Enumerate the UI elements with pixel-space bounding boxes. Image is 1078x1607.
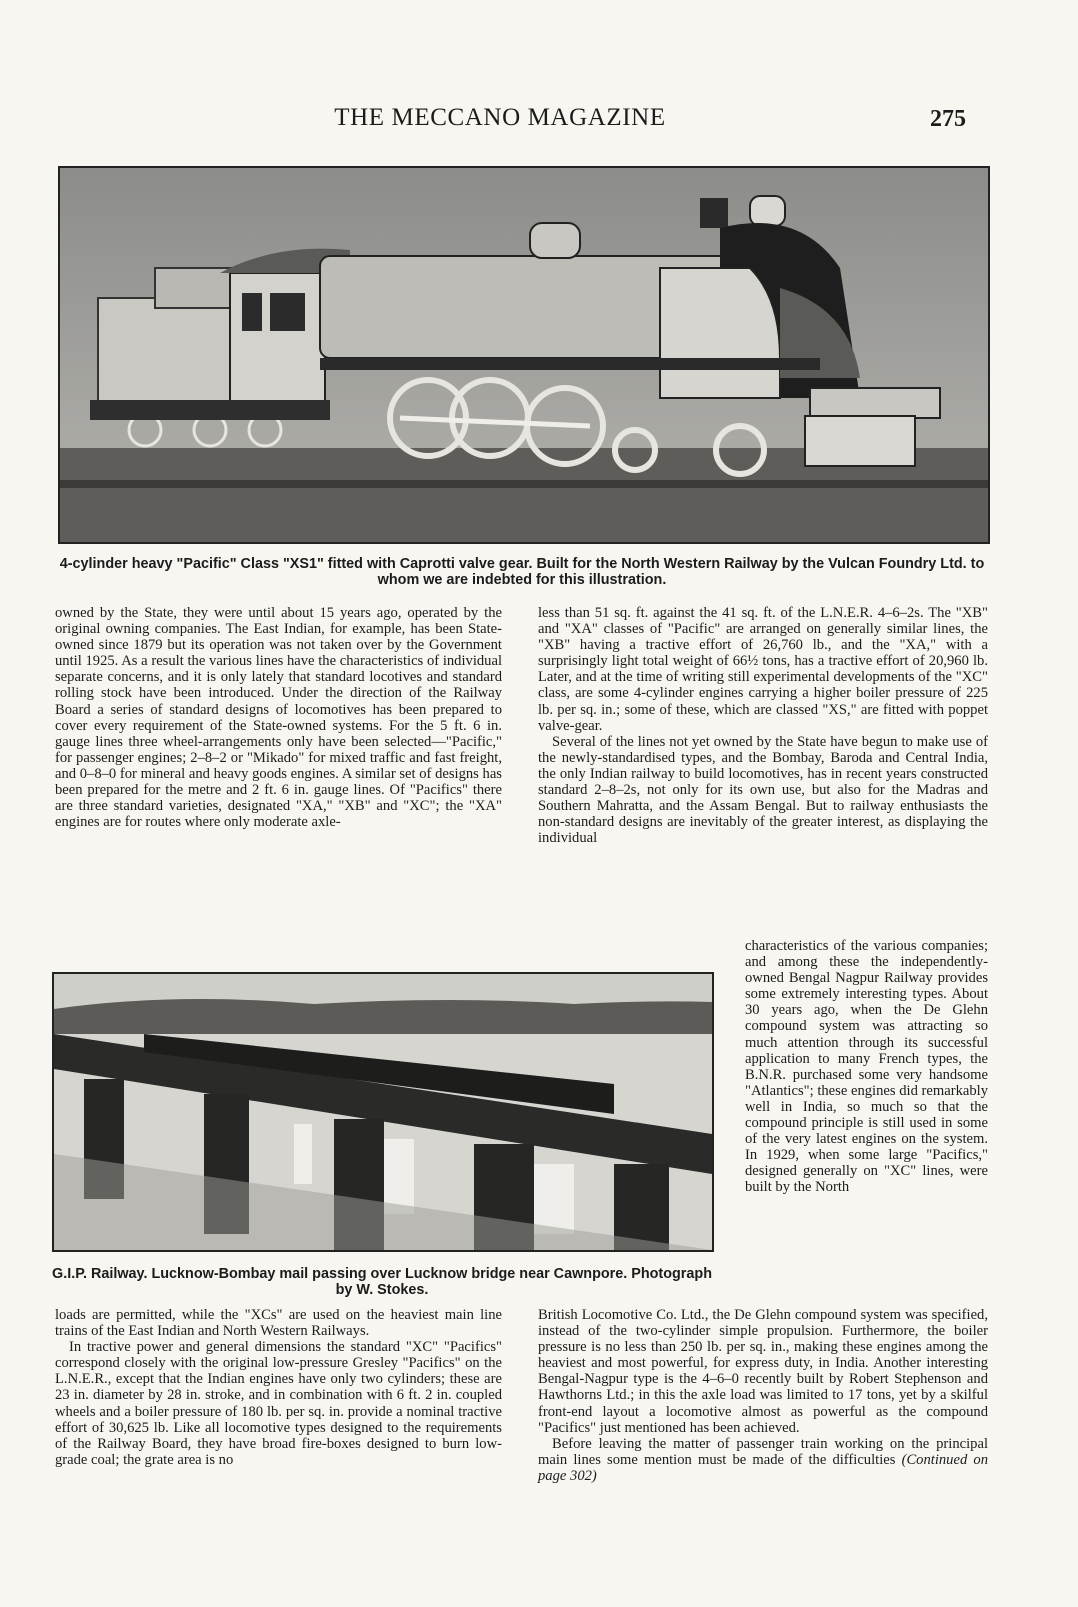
article-paragraph (538, 1436, 988, 1484)
bridge-photo (52, 972, 714, 1252)
article-closing-text: Before leaving the matter of passenger train working on the principal main lines some mention must be made of the difficulties (538, 1435, 988, 1468)
magazine-title: THE MECCANO MAGAZINE (334, 104, 666, 131)
locomotive-photo (58, 166, 990, 544)
article-right-narrow (745, 938, 988, 1196)
article-paragraph: less than 51 sq. ft. against the 41 sq. ft. of the L.N.E.R. 4–6–2s. The "XB" and "XA" classes of "Pacific" are arranged on generally similar lines, the "XB" having a tractive effort of 26,760 lb., and the "XA," with a surprisingly light total weight of 66½ tons, has a tractive effort of 20,960 lb. Later, and at the time of writing still experimental developments of the "XC" class, are some 4-cylinder engines carrying a higher boiler pressure of 225 lb. per sq. in.; some of these, which are classed "XS," are fitted with poppet valve-gear. (538, 605, 988, 734)
article-paragraph: characteristics of the various companies; and among these the independently-owned Bengal Nagpur Railway provides some extremely interesting types. About 30 years ago, when the De Glehn compound system was attracting so much attention through its successful application to many French types, the B.N.R. purchased some very handsome "Atlantics"; these engines did remarkably well in India, so much so that the compound principle is still used in some of the very latest engines on the system. In 1929, when some large "Pacifics," designed generally on "XC" lines, were built by the North (745, 938, 988, 1196)
article-paragraph: loads are permitted, while the "XCs" are used on the heaviest main line trains of the East Indian and North Western Railways. (55, 1307, 502, 1340)
article-right-top (538, 605, 988, 846)
article-left-bottom (55, 1307, 502, 1468)
article-paragraph: owned by the State, they were until about 15 years ago, operated by the original owning companies. The East Indian, for example, has been State-owned since 1879 but its operation was not taken over by the Government until 1925. As a result the various lines have the characteristics of individual separate concerns, and it is only lately that standard locotives and standard rolling stock have been introduced. Under the direction of the Railway Board a series of standard designs of locomotives has been prepared to cover every requirement of the State-owned systems. For the 5 ft. 6 in. gauge lines three wheel-arrangements only have been selected—"Pacific," for passenger engines; 2–8–2 or "Mikado" for mixed traffic and fast freight, and 0–8–0 for mineral and heavy goods engines. A similar set of designs has been prepared for the metre and 2 ft. 6 in. gauge lines. Of "Pacifics" there are three standard varieties, designated "XA," "XB" and "XC"; the "XA" engines are for routes where only moderate axle- (55, 605, 502, 831)
page-number: 275 (930, 106, 966, 132)
article-right-bottom (538, 1307, 988, 1484)
article-left-top (55, 605, 502, 830)
article-paragraph: Several of the lines not yet owned by the State have begun to make use of the newly-standardised types, and the Bombay, Baroda and Central India, the only Indian railway to build locomotives, has in recent years constructed standard 2–8–2s, not only for its own use, but also for the Madras and Southern Mahratta, and the Assam Bengal. But to railway enthusiasts the non-standard designs are inevitably of the greater interest, as displaying the individual (538, 733, 988, 847)
bridge-caption: G.I.P. Railway. Lucknow-Bombay mail passing over Lucknow bridge near Cawnpore. Photograph by W. Stokes. (52, 1266, 712, 1298)
locomotive-caption: 4-cylinder heavy "Pacific" Class "XS1" fitted with Caprotti valve gear. Built for the North Western Railway by the Vulcan Foundry Ltd. to whom we are indebted for this illustration. (59, 556, 985, 588)
article-paragraph: British Locomotive Co. Ltd., the De Glehn compound system was specified, instead of the two-cylinder simple propulsion. Furthermore, the boiler pressure is no less than 250 lb. per sq. in., making these engines among the heaviest and most powerful, for express duty, in India. Another interesting Bengal-Nagpur type is the 4–6–0 recently built by Robert Stephenson and Hawthorns Ltd.; in this the axle load was limited to 17 tons, yet by a skilful front-end layout a locomotive almost as powerful as the compound "Pacifics" just mentioned has been achieved. (538, 1307, 988, 1436)
article-paragraph: In tractive power and general dimensions the standard "XC" "Pacifics" correspond closely with the original low-pressure Gresley "Pacifics" on the L.N.E.R., except that the Indian engines have only two cylinders; these are 23 in. diameter by 28 in. stroke, and in combination with 6 ft. 2 in. coupled wheels and a boiler pressure of 180 lb. per sq. in. provide a nominal tractive effort of 30,625 lb. Like all locomotive types designed to the requirements of the Railway Board, they have broad fire-boxes designed to burn low-grade coal; the grate area is no (55, 1339, 502, 1468)
continued-note: (Continued on page 302) (538, 1451, 988, 1484)
